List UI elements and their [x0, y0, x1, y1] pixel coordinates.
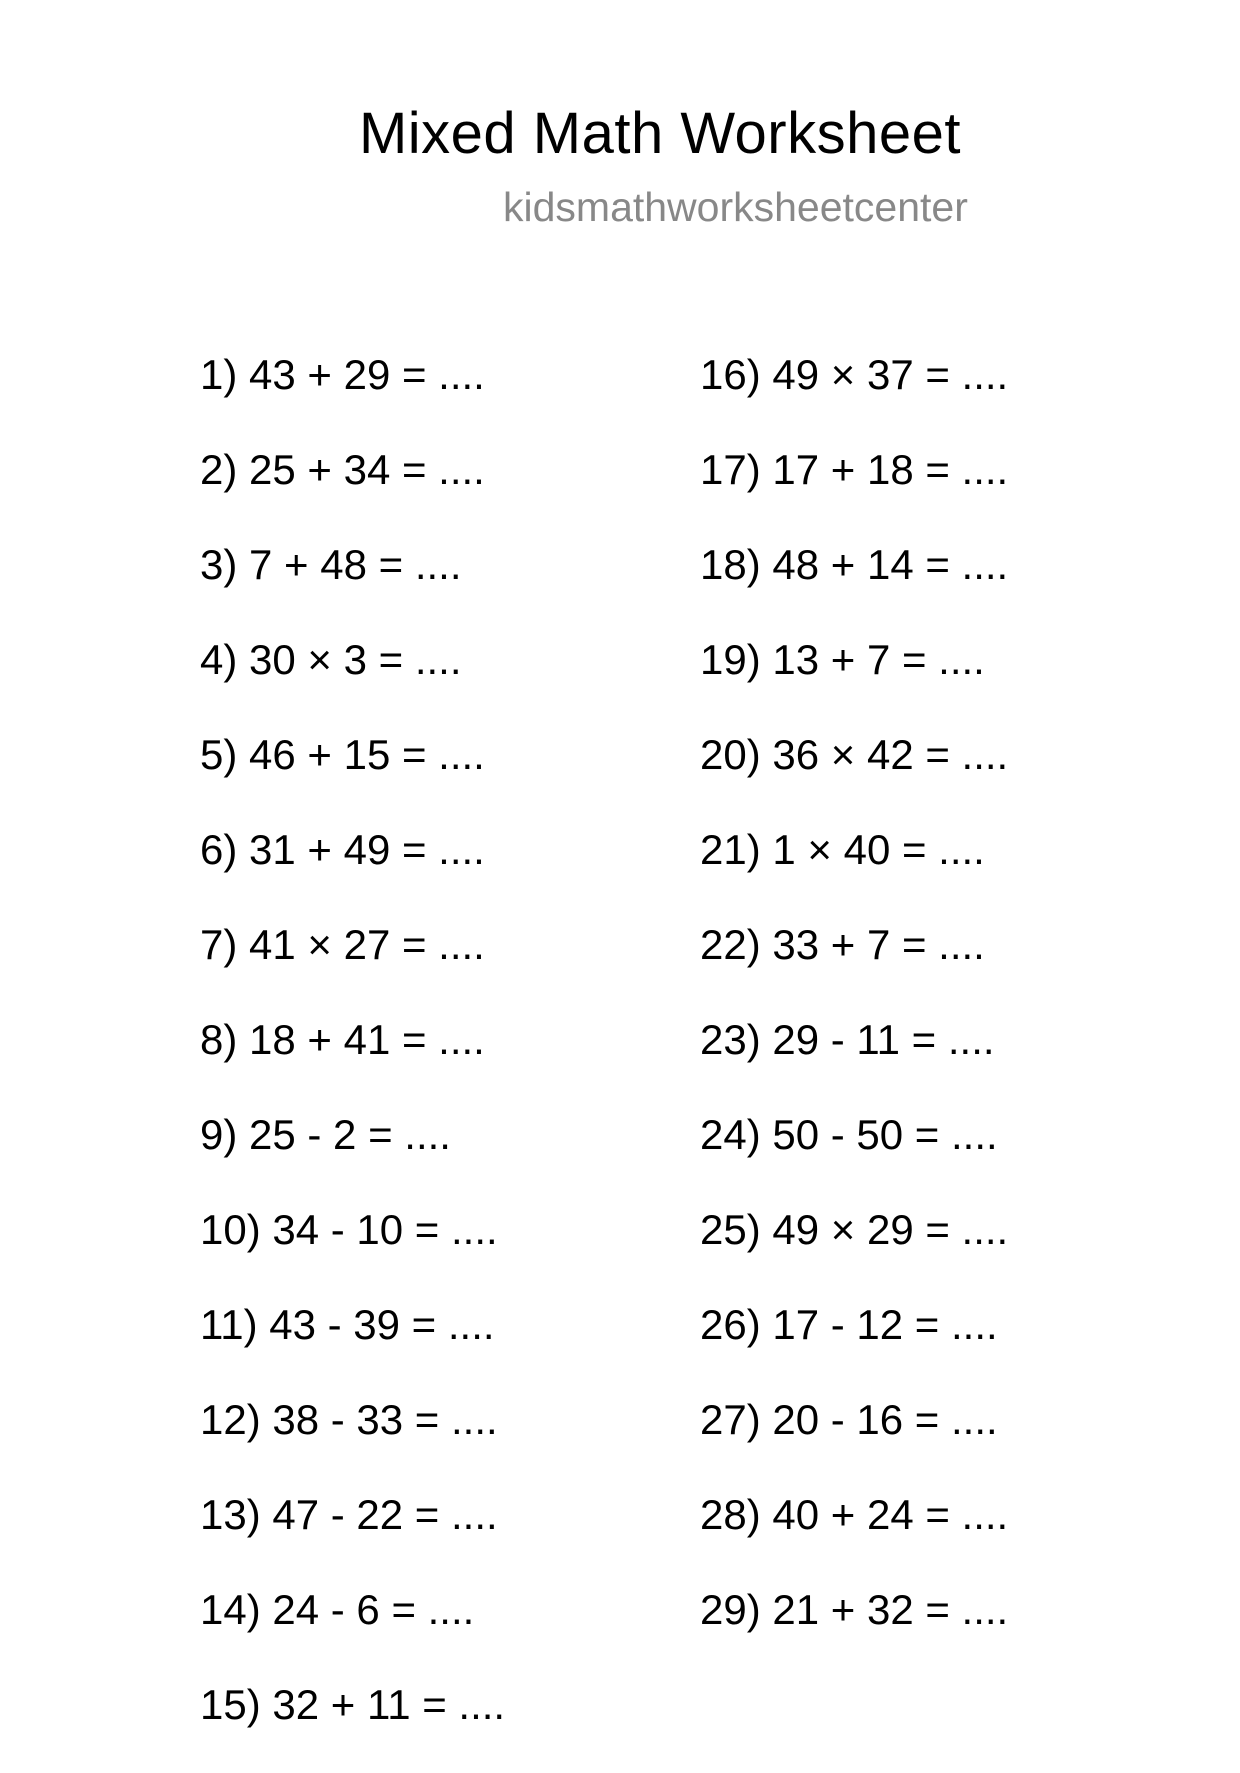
- math-problem: 16) 49 × 37 = ....: [700, 351, 1009, 398]
- math-problem: 4) 30 × 3 = ....: [200, 636, 462, 683]
- math-problem: 23) 29 - 11 = ....: [700, 1016, 995, 1063]
- math-problem: 9) 25 - 2 = ....: [200, 1111, 451, 1158]
- math-problem: 25) 49 × 29 = ....: [700, 1206, 1009, 1253]
- math-problem: 15) 32 + 11 = ....: [200, 1681, 506, 1728]
- math-problem: 5) 46 + 15 = ....: [200, 731, 485, 778]
- math-problem: 19) 13 + 7 = ....: [700, 636, 985, 683]
- math-problem: 27) 20 - 16 = ....: [700, 1396, 998, 1443]
- worksheet-title: Mixed Math Worksheet: [358, 101, 962, 166]
- math-problem: 2) 25 + 34 = ....: [200, 446, 485, 493]
- math-problem: 24) 50 - 50 = ....: [700, 1111, 998, 1158]
- math-problem: 3) 7 + 48 = ....: [200, 541, 462, 588]
- math-problem: 7) 41 × 27 = ....: [200, 921, 485, 968]
- worksheet-source: kidsmathworksheetcenter: [503, 184, 968, 230]
- math-problem: 1) 43 + 29 = ....: [200, 351, 485, 398]
- problem-column-right: [700, 348, 1008, 1678]
- math-problem: 26) 17 - 12 = ....: [700, 1301, 998, 1348]
- math-problem: 21) 1 × 40 = ....: [700, 826, 985, 873]
- math-problem: 14) 24 - 6 = ....: [200, 1586, 475, 1633]
- math-problem: 28) 40 + 24 = ....: [700, 1491, 1009, 1538]
- math-problem: 8) 18 + 41 = ....: [200, 1016, 485, 1063]
- math-problem: 13) 47 - 22 = ....: [200, 1491, 498, 1538]
- math-problem: 18) 48 + 14 = ....: [700, 541, 1009, 588]
- math-problem: 29) 21 + 32 = ....: [700, 1586, 1009, 1633]
- math-problem: 20) 36 × 42 = ....: [700, 731, 1009, 778]
- problem-column-left: [200, 348, 505, 1773]
- math-problem: 11) 43 - 39 = ....: [200, 1301, 495, 1348]
- math-problem: 12) 38 - 33 = ....: [200, 1396, 498, 1443]
- math-problem: 10) 34 - 10 = ....: [200, 1206, 498, 1253]
- math-problem: 17) 17 + 18 = ....: [700, 446, 1009, 493]
- math-problem: 6) 31 + 49 = ....: [200, 826, 485, 873]
- math-problem: 22) 33 + 7 = ....: [700, 921, 985, 968]
